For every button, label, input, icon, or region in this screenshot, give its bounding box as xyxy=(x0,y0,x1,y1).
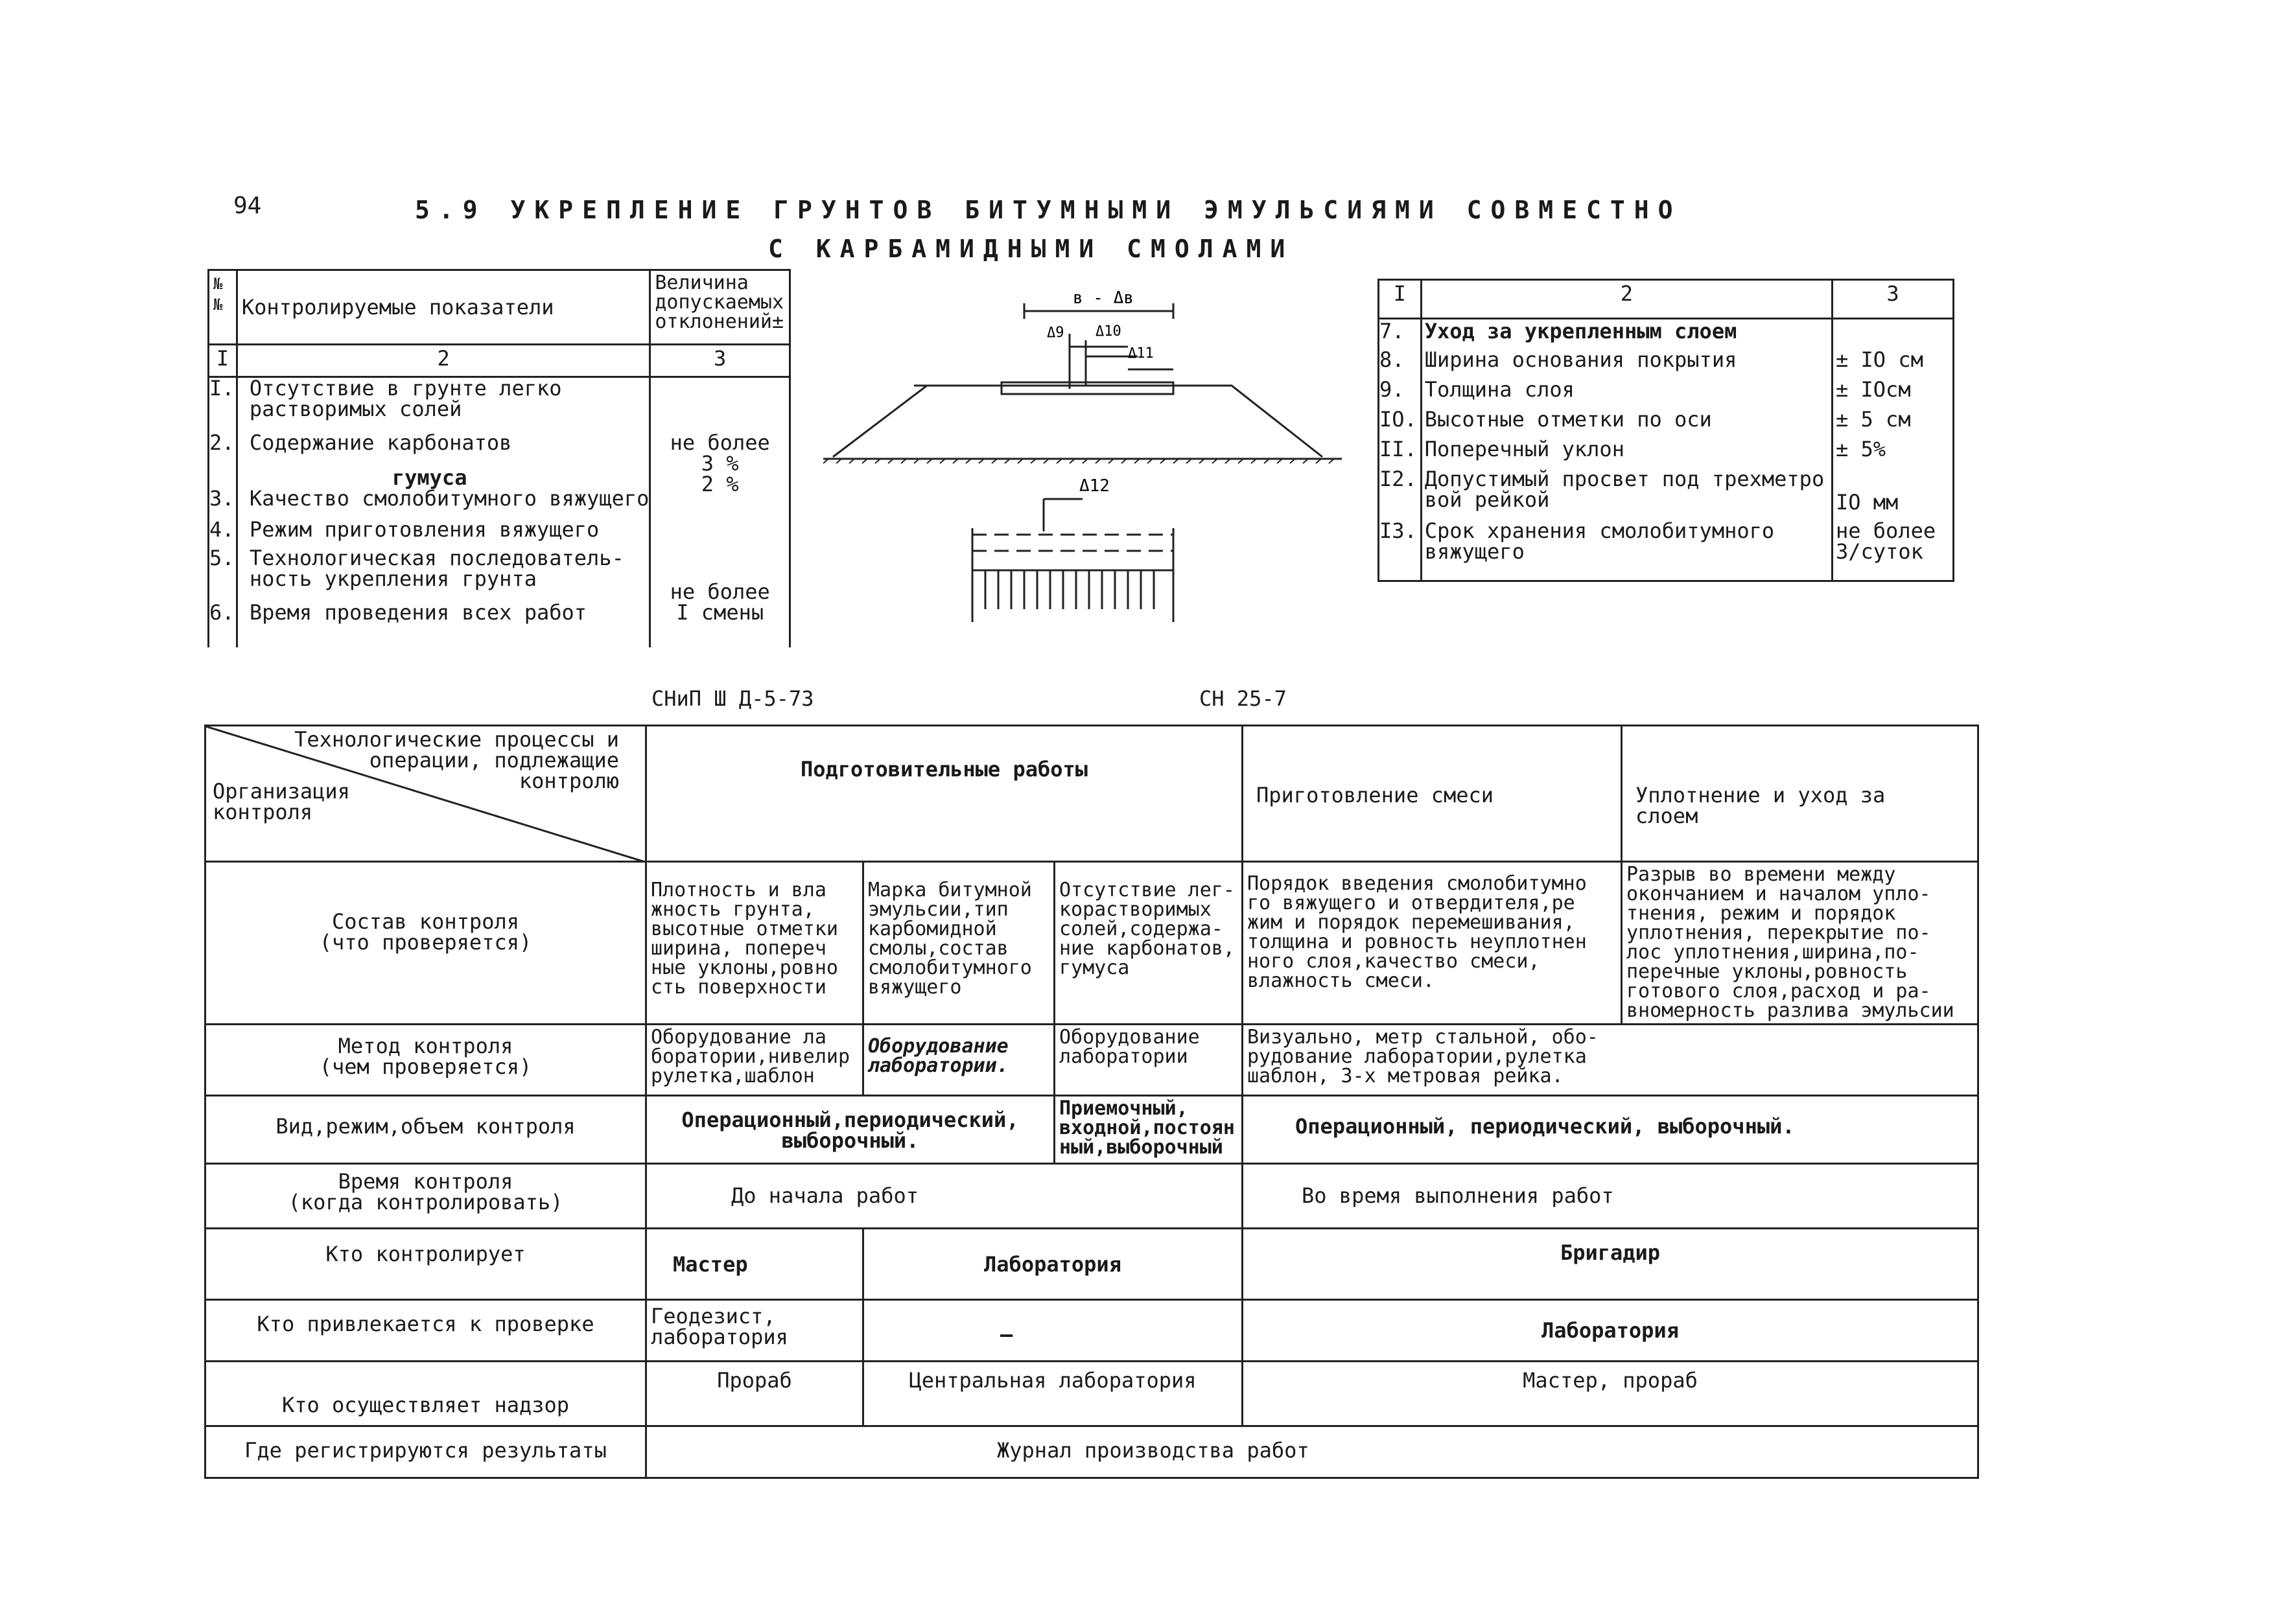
col-header-tolerance: Величина допускаемых отклонений± xyxy=(650,270,790,345)
col-number-2: 2 xyxy=(1421,280,1832,319)
right-row-text: Высотные отметки по оси xyxy=(1424,407,1712,432)
dim-d12-label: Δ12 xyxy=(1079,476,1110,496)
left-row-text: Время проведения всех работ xyxy=(249,600,587,625)
who-cell: Мастер xyxy=(646,1229,863,1300)
time-cell: До начала работ xyxy=(646,1164,1243,1229)
left-row-text: Технологическая последователь- ность укрепления грунта xyxy=(249,546,624,591)
right-row-number: I2. xyxy=(1379,467,1417,491)
right-row-text: Ширина основания покрытия xyxy=(1424,347,1737,372)
row-label-time: Время контроля (когда контролировать) xyxy=(205,1164,646,1229)
right-row-value: не более 3/суток xyxy=(1835,518,1936,564)
left-row-value: не более 3 % xyxy=(670,430,770,476)
right-row-number: IO. xyxy=(1379,407,1417,432)
right-row-number: 9. xyxy=(1379,377,1405,402)
col-number-3: 3 xyxy=(1832,280,1953,319)
composition-cell: Отсутствие лег- корастворимых солей,содержа- ние карбонатов, гумуса xyxy=(1055,862,1243,1025)
right-row-number: 7. xyxy=(1379,319,1405,343)
right-row-value: ± 5 см xyxy=(1835,407,1911,432)
left-row-number: 3. xyxy=(209,486,235,511)
composition-cell: Марка битумной эмульсии,тип карбомидной смолы,состав смолобитумного вяжущего xyxy=(863,862,1055,1025)
col-header-preparatory: Подготовительные работы xyxy=(646,726,1243,862)
row-label-register: Где регистрируются результаты xyxy=(205,1426,646,1478)
mode-cell: Операционный, периодический, выборочный. xyxy=(1243,1096,1978,1164)
involved-cell: — xyxy=(863,1300,1243,1362)
page-title-line2: С КАРБАМИДНЫМИ СМОЛАМИ xyxy=(768,235,1295,263)
composition-cell: Порядок введения смолобитумно го вяжущего и отвердителя,ре жим и порядок перемешивания, толщина и ровность неуплотнен ного слоя,качество смеси, влажность смеси. xyxy=(1243,862,1622,1025)
row-label-supervision: Кто осуществляет надзор xyxy=(205,1362,646,1426)
involved-cell: Лаборатория xyxy=(1243,1300,1978,1362)
right-row-value: IO мм xyxy=(1835,490,1899,515)
right-row-number: I3. xyxy=(1379,518,1417,543)
corner-top-text: Технологические процессы и операции, подлежащие контролю xyxy=(294,727,619,793)
left-row-text: Отсутствие в грунте легко растворимых солей xyxy=(249,376,562,421)
corner-bottom-text: Организация контроля xyxy=(213,779,350,824)
col-number-2: 2 xyxy=(237,345,650,377)
row-label-mode: Вид,режим,объем контроля xyxy=(205,1096,646,1164)
dim-d10-label: Δ10 xyxy=(1096,323,1121,340)
method-cell: Оборудование ла боратории,нивелир рулетка,шаблон xyxy=(646,1025,863,1096)
right-row-value: ± 5% xyxy=(1835,437,1886,461)
col-header-mixing: Приготовление смеси xyxy=(1243,726,1622,862)
page-number: 94 xyxy=(233,192,262,219)
involved-cell: Геодезист, лаборатория xyxy=(646,1300,863,1362)
left-indicators-table xyxy=(207,269,791,647)
mode-cell: Приемочный, входной,постоян ный,выборочный xyxy=(1055,1096,1243,1164)
who-cell: Лаборатория xyxy=(863,1229,1243,1300)
row-label-who: Кто контролирует xyxy=(205,1229,646,1300)
right-indicators-table xyxy=(1377,279,1954,582)
mode-cell: Операционный,периодический, выборочный. xyxy=(646,1096,1055,1164)
right-row-text: Уход за укрепленным слоем xyxy=(1424,319,1737,343)
left-row-number: 4. xyxy=(209,517,235,542)
right-row-text: Срок хранения смолобитумного вяжущего xyxy=(1424,518,1775,564)
left-row-value: 2 % xyxy=(701,472,739,496)
col-header-indicators: Контролируемые показатели xyxy=(237,270,650,345)
left-row-number: I. xyxy=(209,376,235,400)
col-number-1: I xyxy=(1379,280,1422,319)
left-row-number: 2. xyxy=(209,430,235,455)
row-label-composition: Состав контроля (что проверяется) xyxy=(205,862,646,1025)
left-row-number: 5. xyxy=(209,546,235,570)
method-cell: Оборудование лаборатории. xyxy=(863,1025,1055,1096)
col-header-number: №№ xyxy=(209,270,237,345)
cross-section-diagram xyxy=(823,285,1355,635)
col-number-3: 3 xyxy=(650,345,790,377)
supervision-cell: Прораб xyxy=(646,1362,863,1426)
dim-d9-label: Δ9 xyxy=(1047,325,1064,341)
dim-d11-label: Δ11 xyxy=(1128,345,1154,362)
right-row-text: Поперечный уклон xyxy=(1424,437,1624,461)
col-header-compaction: Уплотнение и уход за слоем xyxy=(1622,726,1978,862)
right-row-text: Толщина слоя xyxy=(1424,377,1575,402)
left-row-text: гумуса xyxy=(392,465,467,490)
row-label-method: Метод контроля (чем проверяется) xyxy=(205,1025,646,1096)
right-row-value: ± IOсм xyxy=(1835,377,1911,402)
reference-right: СН 25-7 xyxy=(1199,686,1287,711)
left-row-value: не более I смены xyxy=(670,579,770,625)
page-title-line1: 5.9 УКРЕПЛЕНИЕ ГРУНТОВ БИТУМНЫМИ ЭМУЛЬСИЯМИ СОВМЕСТНО xyxy=(415,196,1682,224)
time-cell: Во время выполнения работ xyxy=(1243,1164,1978,1229)
right-row-text: Допустимый просвет под трехметро вой рейкой xyxy=(1424,467,1825,512)
reference-left: СНиП Ш Д-5-73 xyxy=(651,686,814,711)
right-row-number: II. xyxy=(1379,437,1417,461)
right-row-number: 8. xyxy=(1379,347,1405,372)
method-cell: Визуально, метр стальной, обо- рудование лаборатории,рулетка шаблон, 3-х метровая рейка. xyxy=(1243,1025,1978,1096)
supervision-cell: Центральная лаборатория xyxy=(863,1362,1243,1426)
register-cell: Журнал производства работ xyxy=(646,1426,1978,1478)
row-label-involved: Кто привлекается к проверке xyxy=(205,1300,646,1362)
left-row-text: Качество смолобитумного вяжущего xyxy=(249,486,650,511)
dim-width-label: в - Δв xyxy=(1073,288,1134,308)
method-cell: Оборудование лаборатории xyxy=(1055,1025,1243,1096)
main-control-table xyxy=(204,725,1979,1479)
corner-cell xyxy=(205,726,646,862)
composition-cell: Разрыв во времени между окончанием и началом упло- тнения, режим и порядок уплотнения, перекрытие по- лос уплотнения,ширина,по- перечные уклоны,ровность готового слоя,расход и ра- вномерность разлива эмульсии xyxy=(1622,862,1978,1025)
col-number-1: I xyxy=(209,345,237,377)
left-row-number: 6. xyxy=(209,600,235,625)
left-row-text: Режим приготовления вяжущего xyxy=(249,517,600,542)
right-row-value: ± IO см xyxy=(1835,347,1923,372)
left-row-text: Содержание карбонатов xyxy=(249,430,512,455)
who-cell: Бригадир xyxy=(1243,1229,1978,1300)
composition-cell: Плотность и вла жность грунта, высотные отметки ширина, попереч ные уклоны,ровно сть поверхности xyxy=(646,862,863,1025)
supervision-cell: Мастер, прораб xyxy=(1243,1362,1978,1426)
